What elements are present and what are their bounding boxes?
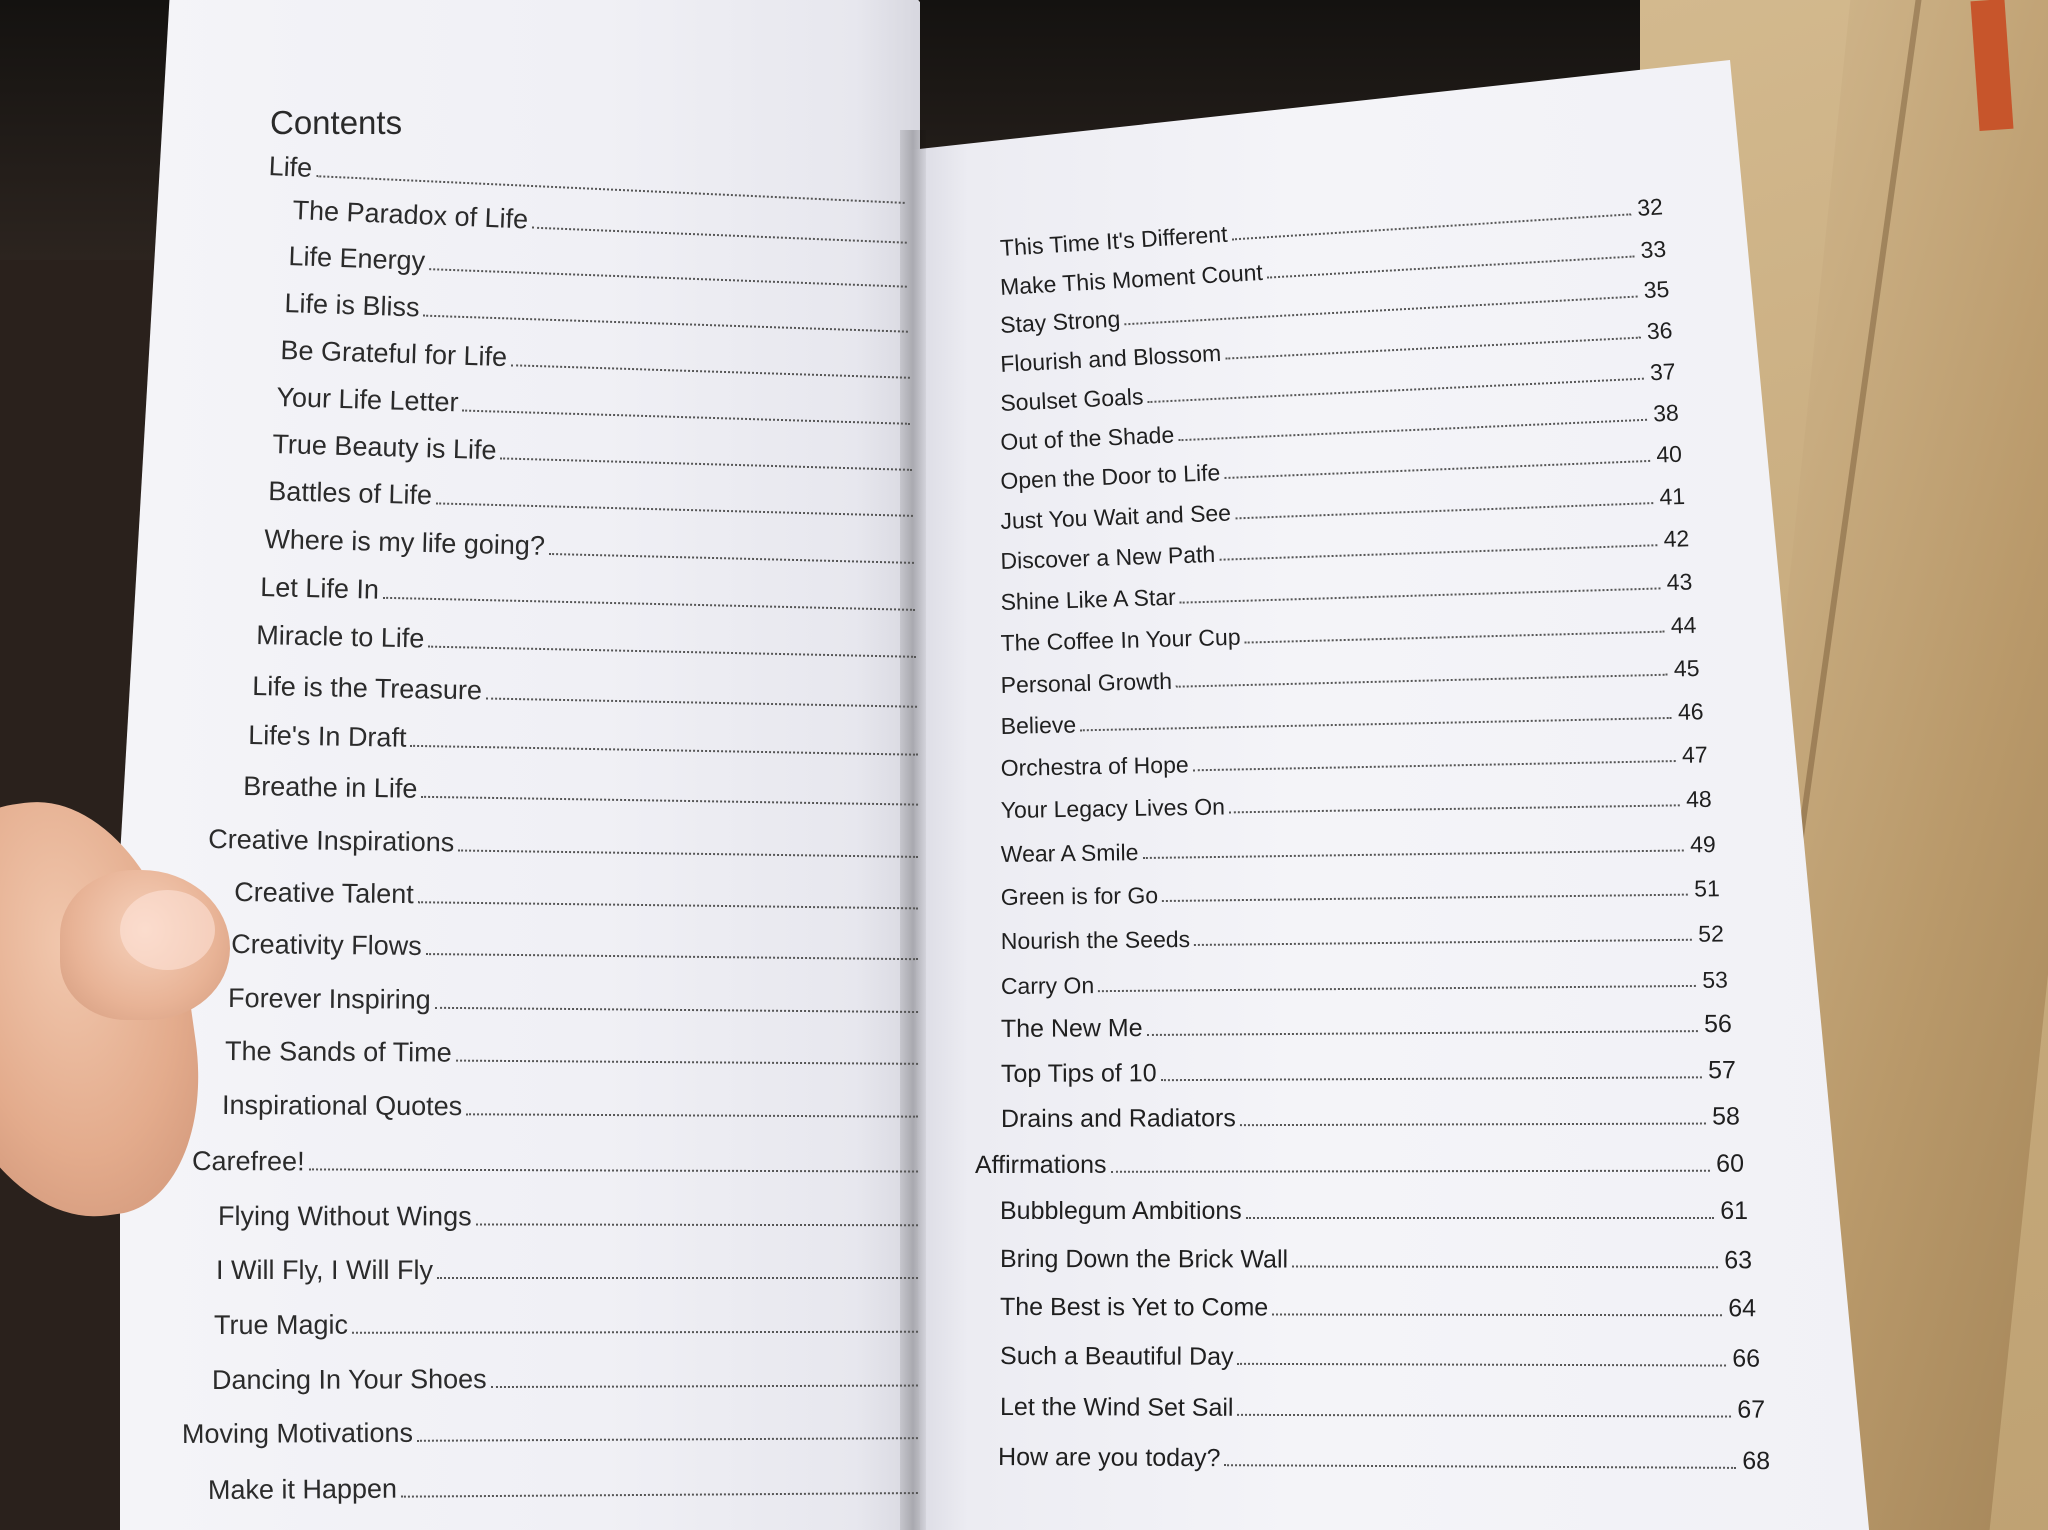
toc-page-number: 52 (1698, 920, 1724, 947)
toc-page-number: 33 (1639, 235, 1667, 264)
toc-entry-title: Be Grateful for Life (280, 335, 508, 373)
toc-entry-title: Breathe in Life (243, 771, 418, 804)
toc-page-number: 42 (1663, 525, 1690, 553)
dot-leader (1238, 1363, 1727, 1367)
toc-page-number: 48 (1685, 785, 1712, 813)
toc-page-number: 53 (1702, 966, 1728, 993)
toc-entry (208, 1467, 918, 1506)
toc-entry-title: Carry On (1000, 972, 1095, 1000)
dot-leader (1098, 985, 1696, 992)
toc-page-number: 43 (1666, 568, 1693, 596)
toc-entry-title: Nourish the Seeds (1000, 926, 1191, 955)
dot-leader (1246, 1217, 1714, 1219)
toc-page-number: 63 (1724, 1246, 1753, 1275)
toc-entry-title: Inspirational Quotes (222, 1090, 463, 1122)
toc-entry-title: Affirmations (974, 1150, 1107, 1179)
toc-entry-title: Flourish and Blossom (999, 339, 1222, 378)
toc-page-number: 58 (1712, 1102, 1740, 1131)
dot-leader (1143, 849, 1685, 859)
dot-leader (458, 849, 918, 857)
dot-leader (1224, 1464, 1736, 1469)
toc-entry-title: The New Me (1000, 1014, 1143, 1043)
toc-entry-title: Creative Inspirations (208, 824, 455, 858)
dot-leader (352, 1331, 918, 1334)
toc-entry-title: Green is for Go (1000, 882, 1159, 911)
dot-leader (421, 796, 918, 806)
toc-entry (225, 1033, 918, 1072)
toc-entry-title: Where is my life going? (264, 524, 546, 561)
toc-entry-title: Soulset Goals (999, 383, 1144, 417)
toc-entry (1000, 1240, 1752, 1275)
toc-entry-title: Out of the Shade (999, 421, 1175, 456)
toc-entry-title: Believe (1000, 711, 1077, 740)
dot-leader (1147, 1030, 1698, 1036)
dot-leader (1193, 760, 1676, 771)
dot-leader (549, 553, 914, 564)
toc-entry (1001, 1051, 1736, 1089)
toc-entry-title: Let the Wind Set Sail (1000, 1393, 1234, 1422)
toc-entry (214, 1306, 918, 1341)
toc-page-number: 38 (1652, 399, 1680, 427)
toc-page-number: 51 (1694, 875, 1720, 902)
toc-entry-title: Such a Beautiful Day (1000, 1342, 1234, 1371)
dot-leader (1292, 1266, 1718, 1269)
toc-entry-title: Life Energy (288, 241, 426, 277)
toc-entry (192, 1143, 918, 1180)
toc-entry (222, 1087, 918, 1125)
toc-entry-title: Stay Strong (999, 305, 1121, 339)
toc-entry-title: Life (268, 151, 313, 183)
toc-entry (228, 980, 918, 1020)
toc-entry-title: The Paradox of Life (292, 195, 529, 235)
toc-page-number: 36 (1646, 316, 1674, 345)
toc-entry (216, 1252, 918, 1286)
dot-leader (1161, 1076, 1703, 1081)
dot-leader (418, 901, 918, 909)
toc-entry-title: Creative Talent (234, 877, 414, 910)
contents-heading: Contents (270, 104, 403, 141)
toc-entry-title: Let Life In (260, 572, 380, 605)
dot-leader (486, 697, 917, 707)
toc-entry-title: This Time It's Different (999, 220, 1229, 262)
toc-entry-title: The Sands of Time (225, 1036, 452, 1068)
toc-entry-title: Miracle to Life (256, 620, 425, 654)
toc-entry-title: Life is Bliss (284, 288, 421, 323)
toc-page-number: 44 (1670, 611, 1697, 639)
toc-entry-title: Make This Moment Count (999, 258, 1264, 301)
toc-entry-title: The Best is Yet to Come (1000, 1293, 1269, 1322)
toc-entry (1000, 1192, 1748, 1226)
toc-page-number: 32 (1636, 193, 1664, 221)
toc-entry-title: Make it Happen (207, 1473, 398, 1505)
toc-entry-title: True Magic (213, 1309, 349, 1340)
toc-entry-title: Just You Wait and See (1000, 499, 1232, 535)
dot-leader (428, 646, 916, 658)
toc-page-number: 37 (1649, 358, 1677, 386)
toc-entry (1000, 1337, 1760, 1374)
dot-leader (1194, 939, 1692, 946)
dot-leader (1162, 894, 1688, 902)
toc-entry (182, 1412, 918, 1450)
dot-leader (456, 1060, 918, 1065)
dot-leader (410, 745, 918, 756)
toc-entry (1000, 1288, 1756, 1323)
toc-entry-title: Moving Motivations (181, 1417, 414, 1449)
dot-leader (309, 1168, 918, 1172)
dot-leader (426, 953, 918, 960)
toc-entry (218, 1198, 918, 1233)
toc-entry (212, 1360, 918, 1396)
toc-page-number: 45 (1673, 654, 1700, 682)
toc-entry-title: Life's In Draft (248, 720, 407, 753)
toc-page-number: 56 (1703, 1009, 1732, 1039)
toc-entry (975, 1145, 1744, 1180)
toc-page-number: 61 (1720, 1197, 1748, 1225)
toc-entry (231, 926, 918, 967)
toc-entry-title: Life is the Treasure (252, 671, 483, 706)
toc-entry-title: Dancing In Your Shoes (211, 1364, 487, 1395)
toc-page-number: 67 (1737, 1395, 1766, 1424)
dot-leader (401, 1492, 918, 1498)
toc-entry (998, 1438, 1770, 1476)
toc-page-number: 64 (1728, 1294, 1757, 1323)
toc-entry (1001, 960, 1728, 1000)
toc-entry-title: Carefree! (192, 1146, 305, 1177)
toc-entry (1001, 1097, 1740, 1134)
dot-leader (1237, 1414, 1731, 1418)
toc-entry-title: Flying Without Wings (218, 1201, 472, 1232)
toc-entry-title: Your Life Letter (276, 382, 459, 418)
toc-page-number: 68 (1742, 1446, 1771, 1476)
toc-entry-title: Forever Inspiring (228, 983, 431, 1015)
dot-leader (417, 1437, 918, 1442)
toc-entry-title: Drains and Radiators (1000, 1104, 1236, 1133)
toc-entry-title: Top Tips of 10 (1000, 1059, 1157, 1088)
toc-page-number: 46 (1677, 698, 1704, 725)
toc-page-number: 66 (1732, 1344, 1761, 1373)
toc-entry-title: Discover a New Path (1000, 540, 1216, 575)
dot-leader (476, 1223, 918, 1226)
toc-entry-title: How are you today? (998, 1443, 1221, 1473)
toc-entry-title: Bubblegum Ambitions (1000, 1197, 1242, 1225)
toc-page-number: 57 (1708, 1056, 1736, 1085)
toc-entry-title: Battles of Life (268, 476, 433, 511)
toc-page-number: 60 (1716, 1149, 1744, 1178)
dot-leader (491, 1385, 918, 1388)
toc-entry-title: Bring Down the Brick Wall (1000, 1245, 1289, 1274)
dot-leader (466, 1113, 918, 1117)
toc-page-number: 40 (1655, 440, 1683, 468)
toc-entry-title: Open the Door to Life (999, 459, 1221, 495)
toc-entry-title: Orchestra of Hope (1000, 751, 1189, 782)
toc-entry-title: I Will Fly, I Will Fly (216, 1255, 433, 1285)
toc-entry-title: Your Legacy Lives On (1000, 793, 1226, 824)
thumbnail-highlight (120, 890, 215, 970)
toc-page-number: 41 (1658, 482, 1686, 510)
toc-entry-title: True Beauty is Life (272, 429, 497, 466)
toc-entry-title: The Coffee In Your Cup (1000, 623, 1241, 657)
toc-page-number: 35 (1643, 275, 1670, 304)
toc-page-number: 49 (1689, 831, 1716, 858)
dot-leader (1272, 1313, 1722, 1316)
toc-page-number: 47 (1681, 741, 1708, 768)
dot-leader (1111, 1170, 1711, 1173)
dot-leader (1240, 1123, 1706, 1127)
dot-leader (437, 1277, 918, 1279)
toc-entry (1001, 1005, 1732, 1044)
toc-entry (1000, 1388, 1765, 1425)
toc-entry-title: Personal Growth (1000, 667, 1173, 699)
toc-entry-title: Creativity Flows (231, 929, 422, 961)
dot-leader (435, 1007, 918, 1013)
toc-entry-title: Shine Like A Star (1000, 583, 1177, 616)
dot-leader (1229, 804, 1680, 813)
toc-entry-title: Wear A Smile (1000, 839, 1139, 868)
